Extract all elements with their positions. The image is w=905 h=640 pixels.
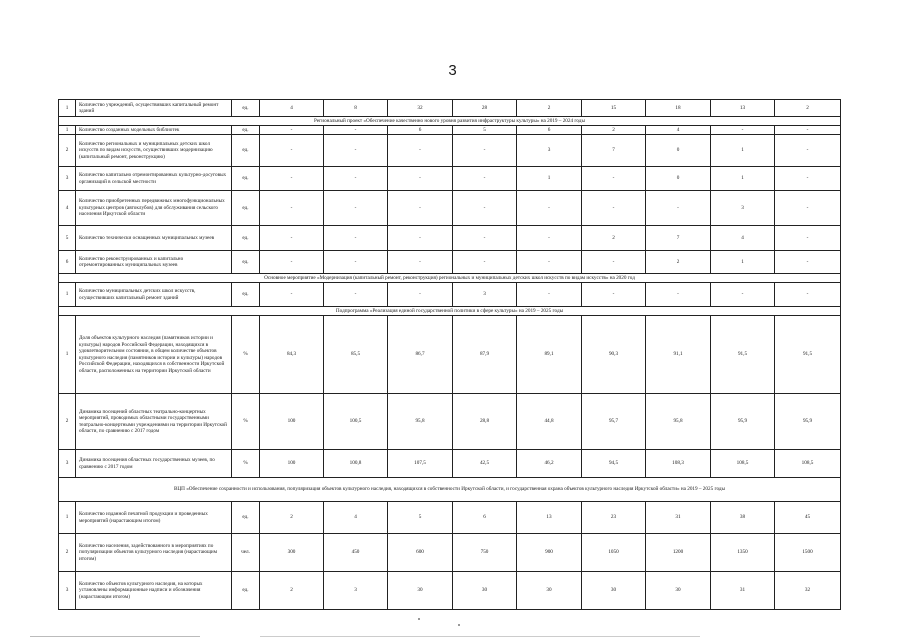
value-cell: 2 — [517, 100, 582, 117]
value-cell: 4 — [646, 126, 711, 135]
value-cell: 1500 — [775, 534, 841, 572]
indicator-name-cell: Количество объектов культурного наследия, на которых установлены информационные надписи и обозначения (нарастающим итогом) — [76, 572, 232, 610]
value-cell: 95,8 — [646, 394, 711, 450]
value-cell: - — [775, 283, 841, 307]
value-cell: 108,5 — [711, 450, 775, 478]
unit-cell: ед. — [232, 135, 260, 167]
value-cell: 95,9 — [775, 394, 841, 450]
value-cell: - — [775, 167, 841, 191]
row-number-cell: 2 — [59, 534, 76, 572]
table-row — [59, 100, 841, 117]
value-cell: 32 — [775, 572, 841, 610]
row-number-cell: 3 — [59, 450, 76, 478]
unit-cell: ед. — [232, 226, 260, 251]
value-cell: 2 — [582, 226, 646, 251]
unit-cell: % — [232, 316, 260, 394]
value-cell: 23 — [582, 502, 646, 534]
value-cell: - — [582, 251, 646, 274]
value-cell: - — [260, 251, 324, 274]
value-cell: 46,2 — [517, 450, 582, 478]
value-cell: 2 — [582, 126, 646, 135]
value-cell: 30 — [517, 572, 582, 610]
value-cell: - — [260, 226, 324, 251]
unit-cell: ед. — [232, 251, 260, 274]
value-cell: 30 — [646, 572, 711, 610]
unit-cell: ед. — [232, 283, 260, 307]
row-number-cell: 1 — [59, 316, 76, 394]
value-cell: - — [260, 191, 324, 226]
value-cell: - — [453, 251, 517, 274]
value-cell: - — [453, 167, 517, 191]
value-cell: - — [775, 126, 841, 135]
value-cell: 750 — [453, 534, 517, 572]
value-cell: - — [517, 226, 582, 251]
value-cell: 1350 — [711, 534, 775, 572]
indicator-name-cell: Количество изданной печатной продукции и проведенных мероприятий (нарастающим итогом) — [76, 502, 232, 534]
row-number-cell: 5 — [59, 226, 76, 251]
table-row — [59, 534, 841, 572]
scan-artifact-dot — [458, 624, 460, 626]
value-cell: 30 — [388, 572, 453, 610]
value-cell: - — [324, 226, 388, 251]
table-row — [59, 135, 841, 167]
value-cell: - — [388, 135, 453, 167]
value-cell: 1 — [711, 251, 775, 274]
value-cell: 7 — [582, 135, 646, 167]
value-cell: 6 — [453, 502, 517, 534]
table-row — [59, 226, 841, 251]
value-cell: 30 — [582, 572, 646, 610]
value-cell: 0 — [646, 167, 711, 191]
table-row — [59, 316, 841, 394]
table-row — [59, 502, 841, 534]
value-cell: 100 — [260, 450, 324, 478]
value-cell: - — [517, 283, 582, 307]
unit-cell: ед. — [232, 572, 260, 610]
value-cell: 31 — [646, 502, 711, 534]
row-number-cell: 6 — [59, 251, 76, 274]
value-cell: 5 — [388, 502, 453, 534]
value-cell: 42,5 — [453, 450, 517, 478]
indicator-name-cell: Количество реконструированных и капитально отремонтированных муниципальных музеев — [76, 251, 232, 274]
value-cell: 13 — [517, 502, 582, 534]
value-cell: - — [324, 126, 388, 135]
row-number-cell: 1 — [59, 502, 76, 534]
value-cell: 900 — [517, 534, 582, 572]
row-number-cell: 2 — [59, 135, 76, 167]
table-body — [59, 100, 841, 610]
value-cell: 100 — [260, 394, 324, 450]
value-cell: - — [324, 135, 388, 167]
indicator-name-cell: Количество населения, задействованного в мероприятиях по популяризации объектов культурного наследия (нарастающим итогом) — [76, 534, 232, 572]
value-cell: 1200 — [646, 534, 711, 572]
value-cell: - — [260, 283, 324, 307]
unit-cell: ед. — [232, 167, 260, 191]
unit-cell: ед. — [232, 191, 260, 226]
value-cell: 2 — [260, 572, 324, 610]
value-cell: 95,9 — [711, 394, 775, 450]
value-cell: 45 — [775, 502, 841, 534]
value-cell: 2 — [775, 100, 841, 117]
value-cell: - — [388, 283, 453, 307]
value-cell: - — [260, 135, 324, 167]
value-cell: - — [646, 283, 711, 307]
value-cell: 108,3 — [646, 450, 711, 478]
section-heading-row — [59, 274, 841, 283]
table-row — [59, 126, 841, 135]
indicator-name-cell: Количество технически оснащенных муниципальных музеев — [76, 226, 232, 251]
value-cell: - — [775, 251, 841, 274]
value-cell: - — [517, 191, 582, 226]
value-cell: 87,9 — [453, 316, 517, 394]
row-number-cell: 2 — [59, 394, 76, 450]
value-cell: - — [260, 126, 324, 135]
value-cell: 94,5 — [582, 450, 646, 478]
section-heading: Подпрограмма «Реализация единой государственной политики в сфере культуры» на 2019 – 2025 годы — [59, 307, 841, 316]
value-cell: 31 — [711, 572, 775, 610]
row-number-cell: 1 — [59, 126, 76, 135]
table-row — [59, 283, 841, 307]
value-cell: - — [388, 191, 453, 226]
value-cell: 91,5 — [775, 316, 841, 394]
indicator-name-cell: Количество учреждений, осуществивших капитальный ремонт зданий — [76, 100, 232, 117]
value-cell: - — [775, 226, 841, 251]
section-heading: Региональный проект «Обеспечение качественно нового уровня развития инфраструктуры культуры» на 2019 – 2024 годы — [59, 117, 841, 126]
value-cell: 28 — [453, 100, 517, 117]
value-cell: 7 — [646, 226, 711, 251]
unit-cell: чел. — [232, 534, 260, 572]
value-cell: 86,7 — [388, 316, 453, 394]
value-cell: 30 — [453, 572, 517, 610]
indicator-name-cell: Количество созданных модельных библиотек — [76, 126, 232, 135]
section-heading-row — [59, 478, 841, 502]
unit-cell: % — [232, 450, 260, 478]
table-row — [59, 251, 841, 274]
value-cell: - — [453, 226, 517, 251]
unit-cell: ед. — [232, 502, 260, 534]
indicator-name-cell: Количество региональных и муниципальных детских школ искусств по видам искусств, осуществивших модернизацию (капитальный ремонт, реконструкцию) — [76, 135, 232, 167]
value-cell: - — [453, 135, 517, 167]
value-cell: 44,8 — [517, 394, 582, 450]
value-cell: 1 — [711, 167, 775, 191]
value-cell: - — [775, 191, 841, 226]
value-cell: 100,8 — [324, 450, 388, 478]
indicator-table — [58, 99, 841, 610]
value-cell: - — [517, 251, 582, 274]
value-cell: - — [324, 283, 388, 307]
value-cell: 90,3 — [582, 316, 646, 394]
value-cell: 4 — [711, 226, 775, 251]
table-row — [59, 191, 841, 226]
section-heading: Основное мероприятие «Модернизация (капитальный ремонт, реконструкция) региональных и муниципальных детских школ искусств по видам искусств» на 2020 год — [59, 274, 841, 283]
value-cell: - — [324, 191, 388, 226]
value-cell: 38 — [711, 502, 775, 534]
table-row — [59, 167, 841, 191]
value-cell: - — [582, 283, 646, 307]
indicator-name-cell: Количество приобретенных передвижных многофункциональных культурных центров (автоклубов) для обслуживания сельского населения Иркутской области — [76, 191, 232, 226]
value-cell: 3 — [324, 572, 388, 610]
value-cell: - — [775, 135, 841, 167]
table-row — [59, 450, 841, 478]
value-cell: 32 — [388, 100, 453, 117]
value-cell: - — [453, 191, 517, 226]
value-cell: 4 — [260, 100, 324, 117]
value-cell: 1050 — [582, 534, 646, 572]
indicator-name-cell: Динамика посещений областных театрально-концертных мероприятий, проводимых областными государственными театрально-концертными учреждениями на территории Иркутской области, по сравнению с 2017 годом — [76, 394, 232, 450]
value-cell: - — [388, 226, 453, 251]
value-cell: 28,8 — [453, 394, 517, 450]
indicator-name-cell: Динамика посещения областных государственных музеев, по сравнению с 2017 годом — [76, 450, 232, 478]
value-cell: 15 — [582, 100, 646, 117]
value-cell: - — [582, 191, 646, 226]
value-cell: 18 — [646, 100, 711, 117]
value-cell: 450 — [324, 534, 388, 572]
value-cell: 107,5 — [388, 450, 453, 478]
section-heading-row — [59, 117, 841, 126]
value-cell: 91,1 — [646, 316, 711, 394]
indicator-name-cell: Количество муниципальных детских школ искусств, осуществивших капитальный ремонт зданий — [76, 283, 232, 307]
value-cell: - — [260, 167, 324, 191]
value-cell: 95,8 — [388, 394, 453, 450]
row-number-cell: 1 — [59, 100, 76, 117]
value-cell: 1 — [517, 167, 582, 191]
value-cell: 4 — [324, 502, 388, 534]
value-cell: 3 — [711, 191, 775, 226]
value-cell: 3 — [517, 135, 582, 167]
value-cell: 100,5 — [324, 394, 388, 450]
value-cell: 0 — [646, 135, 711, 167]
unit-cell: ед. — [232, 100, 260, 117]
value-cell: 91,5 — [711, 316, 775, 394]
indicator-name-cell: Доля объектов культурного наследия (памятников истории и культуры) народов Российской Федерации, находящихся в удовлетворительном состоянии, в общем количестве объектов культурного наследия (памятников истории и культуры) народов Российской Федерации, находящихся в собственности Иркутской области, расположенных на территории Иркутской области — [76, 316, 232, 394]
value-cell: 2 — [260, 502, 324, 534]
unit-cell: ед. — [232, 126, 260, 135]
table-row — [59, 572, 841, 610]
value-cell: 85,5 — [324, 316, 388, 394]
value-cell: 6 — [388, 126, 453, 135]
value-cell: - — [711, 126, 775, 135]
value-cell: 2 — [646, 251, 711, 274]
section-heading: ВЦП «Обеспечение сохранности и использования, популяризация объектов культурного наследия, находящихся в собственности Иркутской области, и государственная охрана объектов культурного наследия Иркутской области» на 2019 – 2025 годы — [59, 478, 841, 502]
scan-artifact-dot — [418, 618, 420, 620]
value-cell: 8 — [324, 100, 388, 117]
value-cell: 300 — [260, 534, 324, 572]
value-cell: 84,3 — [260, 316, 324, 394]
scan-artifact-line — [0, 636, 905, 637]
row-number-cell: 4 — [59, 191, 76, 226]
value-cell: 3 — [453, 283, 517, 307]
row-number-cell: 3 — [59, 167, 76, 191]
page-number: 3 — [448, 62, 457, 79]
indicator-name-cell: Количество капитально отремонтированных культурно-досуговых организаций в сельской местности — [76, 167, 232, 191]
section-heading-row — [59, 307, 841, 316]
value-cell: 600 — [388, 534, 453, 572]
value-cell: - — [324, 251, 388, 274]
value-cell: - — [582, 167, 646, 191]
value-cell: - — [388, 251, 453, 274]
row-number-cell: 3 — [59, 572, 76, 610]
value-cell: - — [646, 191, 711, 226]
value-cell: - — [388, 167, 453, 191]
row-number-cell: 1 — [59, 283, 76, 307]
table-row — [59, 394, 841, 450]
value-cell: - — [324, 167, 388, 191]
value-cell: 13 — [711, 100, 775, 117]
value-cell: 6 — [517, 126, 582, 135]
value-cell: - — [711, 283, 775, 307]
value-cell: 1 — [711, 135, 775, 167]
value-cell: 95,7 — [582, 394, 646, 450]
unit-cell: % — [232, 394, 260, 450]
value-cell: 89,1 — [517, 316, 582, 394]
value-cell: 108,5 — [775, 450, 841, 478]
value-cell: 5 — [453, 126, 517, 135]
